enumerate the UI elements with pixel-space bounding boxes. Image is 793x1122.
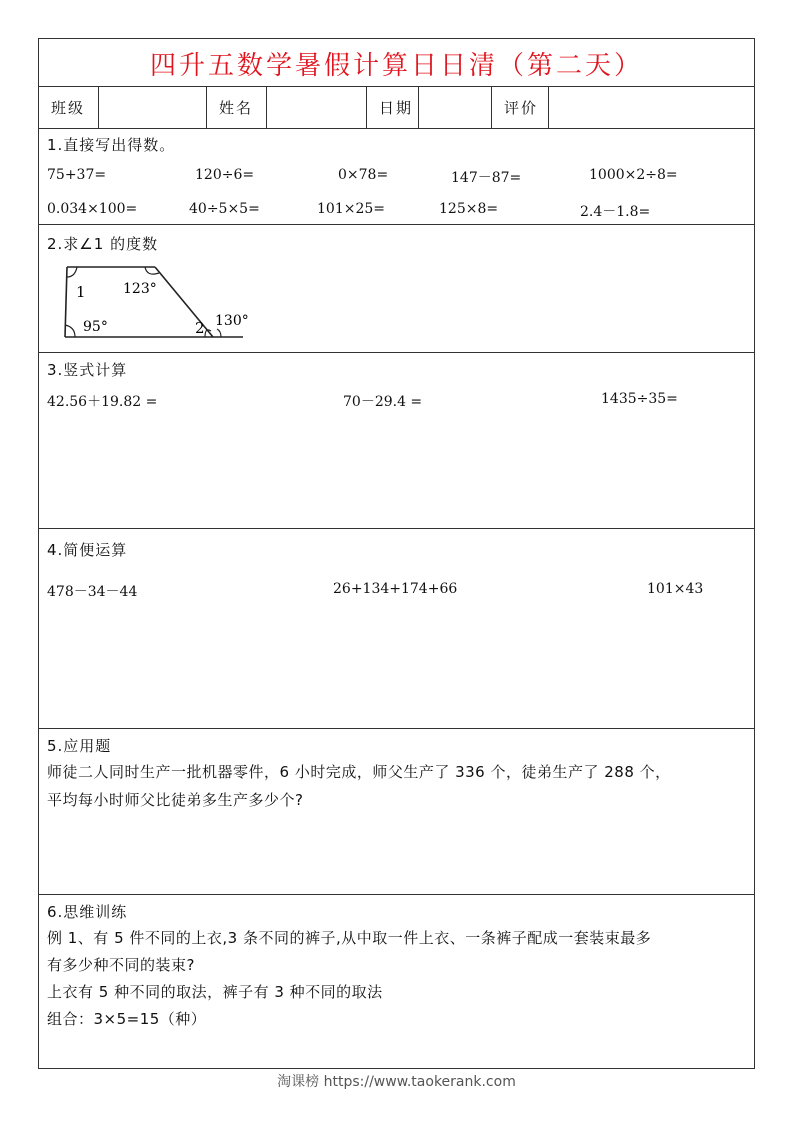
equation: 40÷5×5=	[189, 201, 260, 217]
equation: 1000×2÷8=	[589, 167, 678, 183]
eval-field[interactable]	[549, 87, 756, 128]
equation: 0.034×100=	[47, 201, 138, 217]
section-title: 5.应用题	[47, 737, 112, 755]
equation: 101×25=	[317, 201, 385, 217]
equation: 120÷6=	[195, 167, 255, 183]
date-field[interactable]	[419, 87, 492, 128]
info-row	[39, 87, 754, 129]
footer-watermark: 淘课榜 https://www.taokerank.com	[277, 1074, 516, 1090]
section-direct-calc	[39, 129, 754, 225]
section-title: 2.求∠1 的度数	[47, 235, 159, 253]
equation: 0×78=	[338, 167, 389, 183]
problem-text: 师徒二人同时生产一批机器零件，6 小时完成，师父生产了 336 个，徒弟生产了 288 个，	[47, 763, 671, 781]
title-row	[39, 39, 754, 87]
equation: 42.56＋19.82 =	[47, 394, 158, 410]
angle-123-label: 123°	[123, 281, 157, 297]
equation: 147－87=	[451, 170, 522, 186]
class-field[interactable]	[99, 87, 207, 128]
expression: 478－34－44	[47, 584, 138, 600]
angle-1-label: 1	[76, 283, 86, 301]
section-simplified-calc	[39, 529, 754, 729]
angle-130-label: 130°	[215, 313, 249, 329]
eval-label: 评价	[492, 87, 549, 128]
equation: 70－29.4 =	[343, 394, 423, 410]
expression: 26+134+174+66	[333, 581, 458, 597]
equation: 125×8=	[439, 201, 499, 217]
section-thinking-training	[39, 895, 754, 1070]
page-title: 四升五数学暑假计算日日清（第二天）	[149, 51, 643, 81]
section-title: 6.思维训练	[47, 903, 128, 921]
equation: 1435÷35=	[601, 391, 678, 407]
example-text: 组合：3×5=15（种）	[47, 1010, 207, 1028]
quadrilateral-figure	[55, 265, 255, 345]
section-title: 3.竖式计算	[47, 361, 128, 379]
class-label: 班级	[39, 87, 99, 128]
problem-text: 平均每小时师父比徒弟多生产多少个?	[47, 791, 304, 809]
example-text: 有多少种不同的装束?	[47, 956, 195, 974]
expression: 101×43	[647, 581, 704, 597]
equation: 75+37=	[47, 167, 107, 183]
section-angle	[39, 225, 754, 353]
worksheet	[38, 38, 755, 1069]
angle-2-label: 2	[195, 319, 205, 337]
section-title: 1.直接写出得数。	[47, 136, 176, 154]
name-field[interactable]	[267, 87, 367, 128]
angle-95-label: 95°	[83, 319, 108, 335]
example-text: 例 1、有 5 件不同的上衣,3 条不同的裤子,从中取一件上衣、一条裤子配成一套装束最多	[47, 929, 652, 947]
section-word-problem	[39, 729, 754, 895]
date-label: 日期	[367, 87, 419, 128]
section-vertical-calc	[39, 353, 754, 529]
name-label: 姓名	[207, 87, 267, 128]
example-text: 上衣有 5 种不同的取法，裤子有 3 种不同的取法	[47, 983, 383, 1001]
section-title: 4.简便运算	[47, 541, 128, 559]
equation: 2.4－1.8=	[580, 204, 651, 220]
